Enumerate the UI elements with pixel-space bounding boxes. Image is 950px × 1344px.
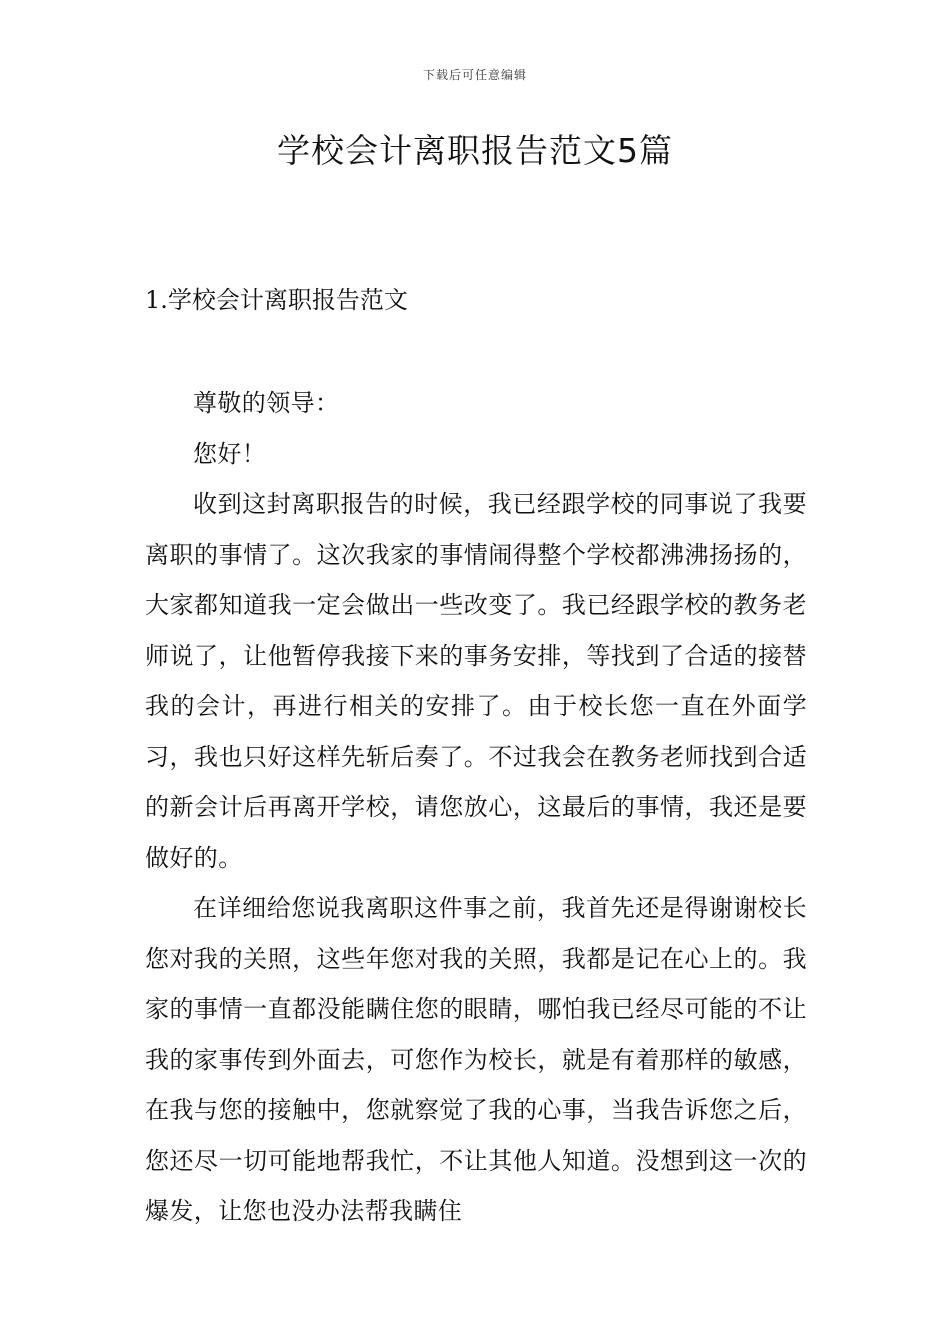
salutation: 尊敬的领导： xyxy=(193,389,340,417)
document-body xyxy=(145,378,807,1237)
body-paragraph: 收到这封离职报告的时候，我已经跟学校的同事说了我要离职的事情了。这次我家的事情闹得整个学校都沸沸扬扬的，大家都知道我一定会做出一些改变了。我已经跟学校的教务老师说了，让他暂停我接下来的事务安排，等找到了合适的接替我的会计，再进行相关的安排了。由于校长您一直在外面学习，我也只好这样先斩后奏了。不过我会在教务老师找到合适的新会计后再离开学校，请您放心，这最后的事情，我还是要做好的。 xyxy=(145,490,807,872)
body-paragraph: 在详细给您说我离职这件事之前，我首先还是得谢谢校长您对我的关照，这些年您对我的关照，我都是记在心上的。我家的事情一直都没能瞒住您的眼睛，哪怕我已经尽可能的不让我的家事传到外面去，可您作为校长，就是有着那样的敏感，在我与您的接触中，您就察觉了我的心事，当我告诉您之后，您还尽一切可能地帮我忙，不让其他人知道。没想到这一次的爆发，让您也没办法帮我瞒住 xyxy=(145,894,807,1225)
header-note: 下载后可任意编辑 xyxy=(422,68,527,82)
document-title: 学校会计离职报告范文5篇 xyxy=(277,131,673,170)
greeting: 您好！ xyxy=(193,439,267,468)
section-heading: 1.学校会计离职报告范文 xyxy=(145,286,408,314)
